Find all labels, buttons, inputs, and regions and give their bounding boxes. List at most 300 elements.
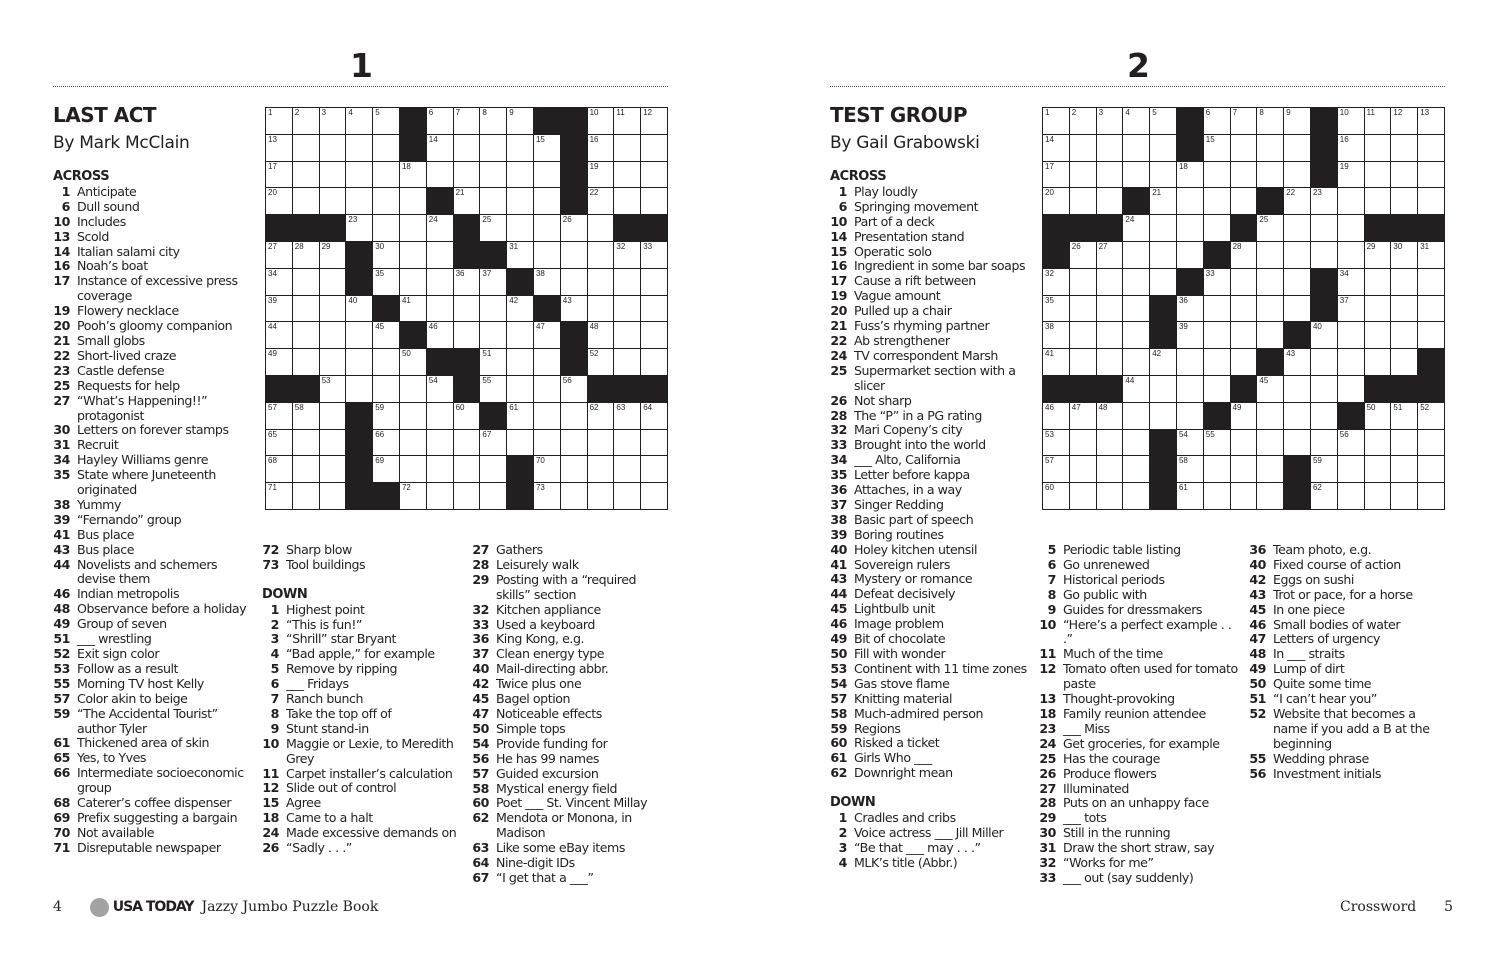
grid-cell[interactable] (1257, 215, 1283, 241)
clue-across[interactable] (830, 498, 1030, 513)
clue-across[interactable] (830, 662, 1030, 677)
grid-cell[interactable] (1338, 135, 1364, 161)
clue-across[interactable] (53, 379, 253, 394)
clue-down[interactable] (262, 647, 467, 662)
grid-cell[interactable] (1123, 376, 1149, 402)
grid-cell[interactable] (1338, 430, 1364, 456)
grid-cell[interactable] (507, 108, 533, 134)
grid-cell[interactable] (266, 322, 292, 348)
grid-cell[interactable] (1070, 483, 1096, 509)
grid-cell[interactable] (320, 403, 346, 429)
grid-cell[interactable] (561, 403, 587, 429)
grid-cell[interactable] (1311, 403, 1337, 429)
crossword-grid[interactable] (1042, 107, 1445, 510)
grid-cell[interactable] (1043, 322, 1069, 348)
clue-across[interactable] (830, 736, 1030, 751)
clue-down[interactable] (472, 811, 672, 841)
grid-cell[interactable] (1097, 242, 1123, 268)
grid-cell[interactable] (561, 215, 587, 241)
clue-down[interactable] (472, 871, 672, 886)
grid-cell[interactable] (1391, 456, 1417, 482)
clue-across[interactable] (830, 722, 1030, 737)
grid-cell[interactable] (614, 162, 640, 188)
grid-cell[interactable] (561, 483, 587, 509)
grid-cell[interactable] (320, 269, 346, 295)
clue-across[interactable] (830, 200, 1030, 215)
grid-cell[interactable] (507, 188, 533, 214)
grid-cell[interactable] (1150, 242, 1176, 268)
grid-cell[interactable] (588, 349, 614, 375)
grid-cell[interactable] (1177, 296, 1203, 322)
grid-cell[interactable] (1204, 456, 1230, 482)
grid-cell[interactable] (1043, 188, 1069, 214)
clue-across[interactable] (830, 230, 1030, 245)
clue-across[interactable] (53, 617, 253, 632)
grid-cell[interactable] (1311, 349, 1337, 375)
grid-cell[interactable] (373, 430, 399, 456)
clue-down[interactable] (1039, 692, 1244, 707)
clue-down[interactable] (1039, 782, 1244, 797)
grid-cell[interactable] (1365, 322, 1391, 348)
grid-cell[interactable] (1177, 403, 1203, 429)
clue-down[interactable] (262, 826, 467, 841)
grid-cell[interactable] (1284, 349, 1310, 375)
grid-cell[interactable] (373, 349, 399, 375)
clue-across[interactable] (53, 230, 253, 245)
grid-cell[interactable] (1365, 188, 1391, 214)
grid-cell[interactable] (614, 135, 640, 161)
grid-cell[interactable] (427, 162, 453, 188)
grid-cell[interactable] (561, 376, 587, 402)
grid-cell[interactable] (1257, 376, 1283, 402)
grid-cell[interactable] (1070, 188, 1096, 214)
grid-cell[interactable] (1097, 135, 1123, 161)
clue-down[interactable] (1039, 752, 1244, 767)
grid-cell[interactable] (266, 162, 292, 188)
grid-cell[interactable] (373, 188, 399, 214)
clue-across[interactable] (53, 558, 253, 588)
grid-cell[interactable] (1338, 322, 1364, 348)
grid-cell[interactable] (614, 108, 640, 134)
grid-cell[interactable] (588, 188, 614, 214)
grid-cell[interactable] (454, 108, 480, 134)
clue-across[interactable] (830, 707, 1030, 722)
grid-cell[interactable] (454, 188, 480, 214)
clue-across[interactable] (53, 513, 253, 528)
grid-cell[interactable] (320, 188, 346, 214)
grid-cell[interactable] (373, 135, 399, 161)
grid-cell[interactable] (641, 430, 667, 456)
grid-cell[interactable] (1284, 403, 1310, 429)
clue-across[interactable] (53, 751, 253, 766)
grid-cell[interactable] (1177, 322, 1203, 348)
grid-cell[interactable] (373, 162, 399, 188)
clue-down[interactable] (262, 662, 467, 677)
clue-across[interactable] (830, 409, 1030, 424)
grid-cell[interactable] (641, 162, 667, 188)
grid-cell[interactable] (346, 188, 372, 214)
grid-cell[interactable] (534, 242, 560, 268)
grid-cell[interactable] (1097, 188, 1123, 214)
clue-down[interactable] (262, 618, 467, 633)
grid-cell[interactable] (1123, 269, 1149, 295)
grid-cell[interactable] (266, 296, 292, 322)
grid-cell[interactable] (320, 242, 346, 268)
clue-across[interactable] (830, 468, 1030, 483)
grid-cell[interactable] (320, 135, 346, 161)
grid-cell[interactable] (614, 483, 640, 509)
grid-cell[interactable] (1257, 108, 1283, 134)
clue-across[interactable] (830, 334, 1030, 349)
grid-cell[interactable] (1257, 242, 1283, 268)
grid-cell[interactable] (1150, 376, 1176, 402)
grid-cell[interactable] (346, 162, 372, 188)
grid-cell[interactable] (1231, 349, 1257, 375)
grid-cell[interactable] (507, 242, 533, 268)
grid-cell[interactable] (1365, 483, 1391, 509)
clue-down[interactable] (1249, 692, 1449, 707)
grid-cell[interactable] (1365, 269, 1391, 295)
grid-cell[interactable] (1391, 108, 1417, 134)
grid-cell[interactable] (320, 376, 346, 402)
grid-cell[interactable] (266, 349, 292, 375)
grid-cell[interactable] (1311, 430, 1337, 456)
clue-down[interactable] (1039, 573, 1244, 588)
grid-cell[interactable] (588, 162, 614, 188)
grid-cell[interactable] (1177, 349, 1203, 375)
grid-cell[interactable] (1177, 215, 1203, 241)
clue-across[interactable] (53, 245, 253, 260)
clue-down[interactable] (472, 662, 672, 677)
grid-cell[interactable] (507, 135, 533, 161)
grid-cell[interactable] (454, 135, 480, 161)
grid-cell[interactable] (320, 483, 346, 509)
grid-cell[interactable] (1204, 349, 1230, 375)
grid-cell[interactable] (427, 215, 453, 241)
clue-down[interactable] (262, 781, 467, 796)
grid-cell[interactable] (561, 430, 587, 456)
grid-cell[interactable] (1418, 188, 1444, 214)
grid-cell[interactable] (1338, 376, 1364, 402)
grid-cell[interactable] (507, 403, 533, 429)
grid-cell[interactable] (266, 188, 292, 214)
clue-down[interactable] (1249, 543, 1449, 558)
grid-cell[interactable] (1097, 456, 1123, 482)
clue-across[interactable] (830, 394, 1030, 409)
grid-cell[interactable] (1204, 322, 1230, 348)
grid-cell[interactable] (1257, 403, 1283, 429)
grid-cell[interactable] (614, 403, 640, 429)
grid-cell[interactable] (480, 322, 506, 348)
grid-cell[interactable] (346, 215, 372, 241)
grid-cell[interactable] (1177, 188, 1203, 214)
grid-cell[interactable] (534, 349, 560, 375)
grid-cell[interactable] (400, 430, 426, 456)
grid-cell[interactable] (561, 269, 587, 295)
grid-cell[interactable] (1070, 322, 1096, 348)
clue-down[interactable] (472, 573, 672, 603)
grid-cell[interactable] (1391, 322, 1417, 348)
clue-across[interactable] (830, 289, 1030, 304)
grid-cell[interactable] (1150, 162, 1176, 188)
grid-cell[interactable] (1123, 456, 1149, 482)
clue-down[interactable] (472, 796, 672, 811)
grid-cell[interactable] (534, 215, 560, 241)
clue-across[interactable] (830, 766, 1030, 781)
grid-cell[interactable] (480, 135, 506, 161)
clue-across[interactable] (53, 319, 253, 334)
clue-across[interactable] (830, 304, 1030, 319)
grid-cell[interactable] (534, 322, 560, 348)
clue-down[interactable] (472, 722, 672, 737)
grid-cell[interactable] (1257, 430, 1283, 456)
clue-down[interactable] (472, 692, 672, 707)
grid-cell[interactable] (1418, 108, 1444, 134)
grid-cell[interactable] (293, 322, 319, 348)
grid-cell[interactable] (1257, 269, 1283, 295)
grid-cell[interactable] (534, 403, 560, 429)
grid-cell[interactable] (480, 188, 506, 214)
grid-cell[interactable] (480, 215, 506, 241)
clue-across[interactable] (830, 319, 1030, 334)
grid-cell[interactable] (1311, 483, 1337, 509)
grid-cell[interactable] (1231, 162, 1257, 188)
grid-cell[interactable] (1043, 483, 1069, 509)
clue-across[interactable] (830, 274, 1030, 289)
grid-cell[interactable] (1070, 430, 1096, 456)
grid-cell[interactable] (588, 269, 614, 295)
grid-cell[interactable] (427, 322, 453, 348)
clue-down[interactable] (262, 707, 467, 722)
grid-cell[interactable] (1231, 483, 1257, 509)
grid-cell[interactable] (400, 162, 426, 188)
grid-cell[interactable] (561, 242, 587, 268)
grid-cell[interactable] (1150, 349, 1176, 375)
grid-cell[interactable] (1123, 296, 1149, 322)
grid-cell[interactable] (1311, 456, 1337, 482)
grid-cell[interactable] (641, 322, 667, 348)
grid-cell[interactable] (588, 215, 614, 241)
grid-cell[interactable] (1231, 322, 1257, 348)
grid-cell[interactable] (641, 242, 667, 268)
grid-cell[interactable] (1284, 188, 1310, 214)
grid-cell[interactable] (588, 430, 614, 456)
grid-cell[interactable] (1231, 188, 1257, 214)
grid-cell[interactable] (507, 162, 533, 188)
grid-cell[interactable] (1365, 403, 1391, 429)
clue-across[interactable] (53, 394, 253, 424)
grid-cell[interactable] (1418, 296, 1444, 322)
grid-cell[interactable] (1311, 322, 1337, 348)
grid-cell[interactable] (641, 269, 667, 295)
grid-cell[interactable] (1338, 349, 1364, 375)
clue-down[interactable] (1039, 871, 1244, 886)
grid-cell[interactable] (1231, 430, 1257, 456)
grid-cell[interactable] (641, 296, 667, 322)
grid-cell[interactable] (373, 376, 399, 402)
grid-cell[interactable] (1043, 403, 1069, 429)
grid-cell[interactable] (1123, 215, 1149, 241)
grid-cell[interactable] (1123, 403, 1149, 429)
grid-cell[interactable] (1257, 296, 1283, 322)
clue-down[interactable] (262, 841, 467, 856)
grid-cell[interactable] (1418, 269, 1444, 295)
clue-down[interactable] (1039, 811, 1244, 826)
grid-cell[interactable] (480, 108, 506, 134)
grid-cell[interactable] (346, 322, 372, 348)
clue-across[interactable] (830, 364, 1030, 394)
grid-cell[interactable] (534, 456, 560, 482)
clue-across[interactable] (53, 677, 253, 692)
clue-down[interactable] (1249, 707, 1449, 752)
grid-cell[interactable] (1338, 162, 1364, 188)
grid-cell[interactable] (266, 483, 292, 509)
clue-across[interactable] (53, 662, 253, 677)
grid-cell[interactable] (1097, 483, 1123, 509)
clue-across[interactable] (262, 558, 467, 573)
clue-across[interactable] (53, 334, 253, 349)
grid-cell[interactable] (1338, 456, 1364, 482)
clue-down[interactable] (1039, 603, 1244, 618)
grid-cell[interactable] (561, 456, 587, 482)
grid-cell[interactable] (1177, 242, 1203, 268)
grid-cell[interactable] (1257, 483, 1283, 509)
grid-cell[interactable] (400, 456, 426, 482)
grid-cell[interactable] (1150, 108, 1176, 134)
clue-across[interactable] (53, 423, 253, 438)
clue-across[interactable] (53, 453, 253, 468)
grid-cell[interactable] (588, 403, 614, 429)
grid-cell[interactable] (1070, 242, 1096, 268)
grid-cell[interactable] (1338, 242, 1364, 268)
grid-cell[interactable] (1257, 456, 1283, 482)
grid-cell[interactable] (480, 162, 506, 188)
grid-cell[interactable] (1365, 108, 1391, 134)
grid-cell[interactable] (1123, 108, 1149, 134)
grid-cell[interactable] (1284, 430, 1310, 456)
grid-cell[interactable] (320, 349, 346, 375)
clue-across[interactable] (830, 647, 1030, 662)
grid-cell[interactable] (480, 349, 506, 375)
clue-across[interactable] (53, 587, 253, 602)
clue-across[interactable] (53, 841, 253, 856)
clue-down[interactable] (1249, 662, 1449, 677)
grid-cell[interactable] (1284, 242, 1310, 268)
grid-cell[interactable] (293, 430, 319, 456)
clue-down[interactable] (1039, 796, 1244, 811)
clue-across[interactable] (830, 528, 1030, 543)
grid-cell[interactable] (614, 242, 640, 268)
clue-across[interactable] (830, 513, 1030, 528)
grid-cell[interactable] (400, 296, 426, 322)
grid-cell[interactable] (1391, 162, 1417, 188)
grid-cell[interactable] (320, 430, 346, 456)
clue-down[interactable] (472, 632, 672, 647)
grid-cell[interactable] (641, 483, 667, 509)
grid-cell[interactable] (427, 483, 453, 509)
clue-across[interactable] (53, 304, 253, 319)
grid-cell[interactable] (293, 349, 319, 375)
grid-cell[interactable] (1097, 403, 1123, 429)
grid-cell[interactable] (400, 188, 426, 214)
grid-cell[interactable] (614, 430, 640, 456)
clue-down[interactable] (1039, 707, 1244, 722)
grid-cell[interactable] (1097, 322, 1123, 348)
grid-cell[interactable] (454, 269, 480, 295)
clue-across[interactable] (53, 632, 253, 647)
grid-cell[interactable] (346, 108, 372, 134)
grid-cell[interactable] (1070, 296, 1096, 322)
grid-cell[interactable] (1284, 108, 1310, 134)
grid-cell[interactable] (1204, 215, 1230, 241)
grid-cell[interactable] (1391, 430, 1417, 456)
grid-cell[interactable] (346, 376, 372, 402)
clue-across[interactable] (262, 543, 467, 558)
clue-across[interactable] (830, 587, 1030, 602)
grid-cell[interactable] (454, 456, 480, 482)
clue-down[interactable] (1039, 558, 1244, 573)
grid-cell[interactable] (1284, 135, 1310, 161)
clue-across[interactable] (53, 826, 253, 841)
grid-cell[interactable] (641, 403, 667, 429)
clue-across[interactable] (830, 185, 1030, 200)
grid-cell[interactable] (373, 242, 399, 268)
clue-across[interactable] (53, 543, 253, 558)
grid-cell[interactable] (373, 456, 399, 482)
clue-across[interactable] (830, 423, 1030, 438)
grid-cell[interactable] (1204, 188, 1230, 214)
grid-cell[interactable] (480, 296, 506, 322)
grid-cell[interactable] (1338, 269, 1364, 295)
grid-cell[interactable] (1177, 483, 1203, 509)
grid-cell[interactable] (1177, 162, 1203, 188)
grid-cell[interactable] (1231, 456, 1257, 482)
grid-cell[interactable] (266, 269, 292, 295)
grid-cell[interactable] (427, 242, 453, 268)
grid-cell[interactable] (266, 456, 292, 482)
grid-cell[interactable] (1391, 269, 1417, 295)
grid-cell[interactable] (1123, 135, 1149, 161)
clue-across[interactable] (830, 245, 1030, 260)
grid-cell[interactable] (614, 296, 640, 322)
clue-down[interactable] (830, 856, 1030, 871)
grid-cell[interactable] (346, 135, 372, 161)
clue-down[interactable] (472, 543, 672, 558)
grid-cell[interactable] (534, 162, 560, 188)
grid-cell[interactable] (1391, 403, 1417, 429)
grid-cell[interactable] (373, 215, 399, 241)
grid-cell[interactable] (400, 376, 426, 402)
grid-cell[interactable] (1391, 135, 1417, 161)
grid-cell[interactable] (1391, 349, 1417, 375)
grid-cell[interactable] (561, 296, 587, 322)
clue-down[interactable] (830, 811, 1030, 826)
grid-cell[interactable] (1338, 108, 1364, 134)
grid-cell[interactable] (427, 430, 453, 456)
grid-cell[interactable] (266, 242, 292, 268)
grid-cell[interactable] (1365, 349, 1391, 375)
grid-cell[interactable] (1391, 296, 1417, 322)
grid-cell[interactable] (1311, 188, 1337, 214)
grid-cell[interactable] (1391, 483, 1417, 509)
grid-cell[interactable] (1231, 403, 1257, 429)
clue-down[interactable] (262, 603, 467, 618)
grid-cell[interactable] (641, 188, 667, 214)
grid-cell[interactable] (1097, 349, 1123, 375)
grid-cell[interactable] (1284, 162, 1310, 188)
grid-cell[interactable] (1150, 188, 1176, 214)
clue-down[interactable] (262, 677, 467, 692)
